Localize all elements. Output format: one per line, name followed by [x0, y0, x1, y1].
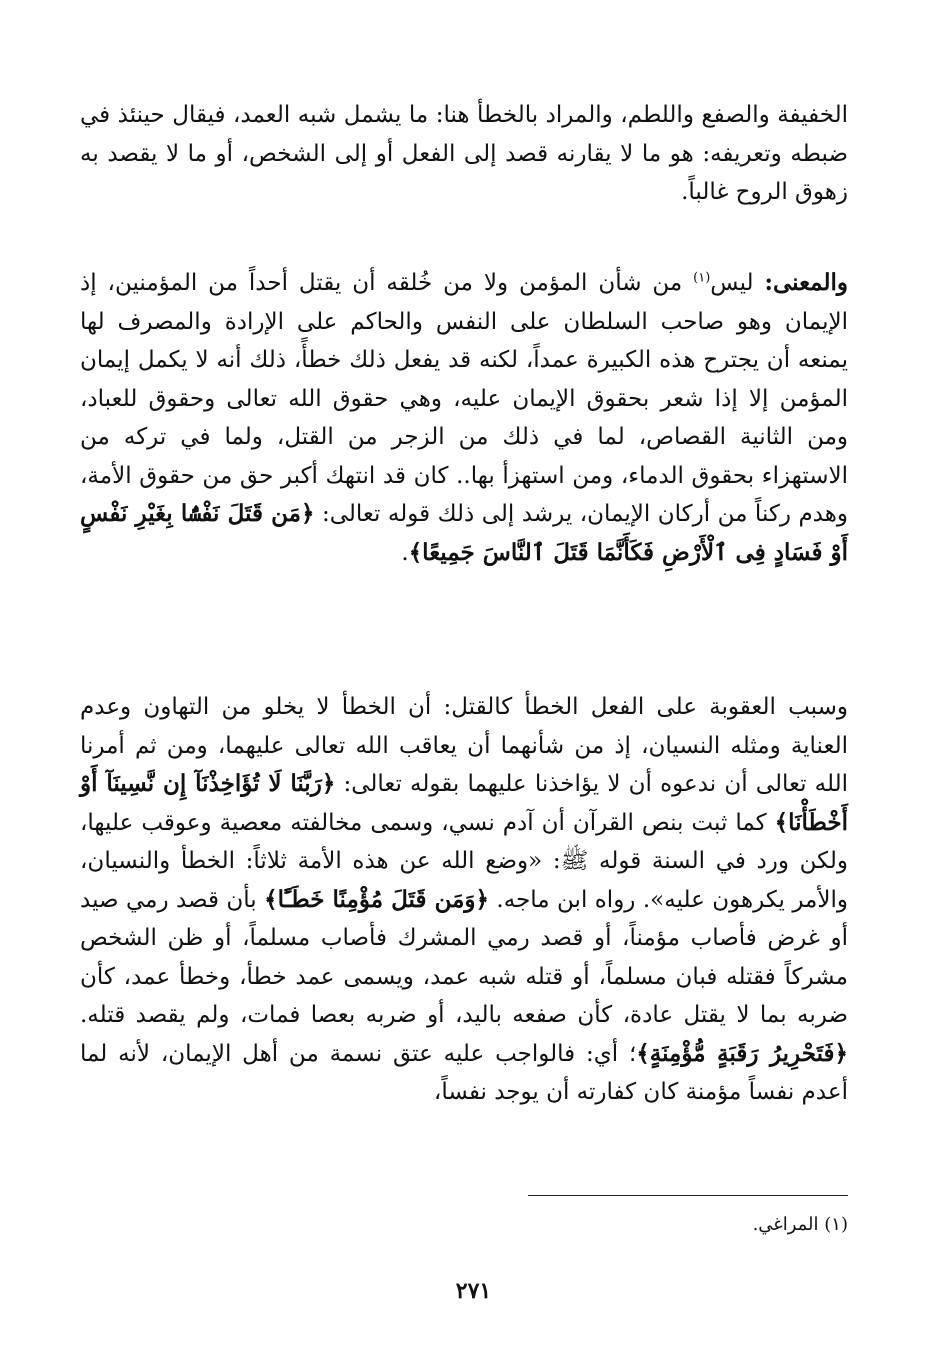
paragraph-lead-label: والمعنى:	[764, 269, 848, 296]
quran-quote: ﴿مَن قَتَلَ نَفْسًۢا بِغَيْرِ نَفْسٍ أَوْ فَسَادٍ فِى ٱلْأَرْضِ فَكَأَنَّمَا قَتَلَ ٱلنَّاسَ جَمِيعًا﴾	[80, 500, 848, 566]
paragraph-text: .	[401, 539, 409, 566]
quran-quote: ﴿وَمَن قَتَلَ مُؤْمِنًا خَطَـًٔا﴾	[264, 885, 490, 913]
paragraph-continuation: الخفيفة والصفع واللطم، والمراد بالخطأ هنا: ما يشمل شبه العمد، فيقال حينئذ في ضبطه وتعريفه: هو ما لا يقارنه قصد إلى الفعل أو إلى الشخص، أو ما لا يقصد به زهوق الروح غالباً.	[80, 102, 848, 205]
paragraph-meaning	[80, 264, 848, 572]
paragraph-text: كما ثبت بنص القرآن أن آدم نسي، وسمى مخالفته معصية وعوقب عليها، ولكن ورد في السنة قوله ﷺ: «وضع الله عن هذه الأمة ثلاثاً: الخطأ والنسيان، والأمر يكرهون عليه». رواه ابن ماجه.	[80, 809, 848, 913]
footnote-divider	[528, 1195, 848, 1196]
paragraph-text: ليس	[710, 270, 765, 296]
quran-quote: ﴿فَتَحْرِيرُ رَقَبَةٍ مُّؤْمِنَةٍ﴾	[636, 1039, 848, 1067]
footnote	[80, 1212, 848, 1238]
paragraph-text: بأن قصد رمي صيد أو غرض فأصاب مؤمناً، أو قصد رمي المشرك فأصاب مسلماً، أو ظن الشخص مشركاً فقتله فبان مسلماً، أو قتله شبه عمد، ويسمى عمد خطأ، وخطأ عمد، كأن ضربه بما لا يقتل عادة، كأن صفعه باليد، أو ضربه بعصا فمات، ولم يقصد قتله.	[80, 886, 848, 1028]
page-number: ٢٧١	[455, 1278, 492, 1304]
quran-quote: ﴿رَبَّنَا لَا تُؤَاخِذْنَآ إِن نَّسِينَآ أَوْ أَخْطَأْنَا﴾	[80, 770, 848, 836]
paragraph-text: وسبب العقوبة على الفعل الخطأ كالقتل: أن الخطأ لا يخلو من التهاون وعدم العناية ومثله النسيان، إذ من شأنهما أن يعاقب الله تعالى عليهما، ومن ثم أمرنا الله تعالى أن ندعوه أن لا يؤاخذنا عليهما بقوله تعالى:	[80, 694, 848, 797]
footnote-text: المراغي.	[752, 1214, 825, 1235]
footnote-marker: (١)	[824, 1214, 848, 1235]
paragraph-text: من شأن المؤمن ولا من خُلقه أن يقتل أحداً من المؤمنين، إذ الإيمان وهو صاحب السلطان على النفس والحاكم على الإرادة والمصرف لها يمنعه أن يجترح هذه الكبيرة عمداً، لكنه قد يفعل ذلك خطأً، ذلك أنه لا يكمل إيمان المؤمن إلا إذا شعر بحقوق الإيمان عليه، وهي حقوق الله تعالى وحقوق للعباد، ومن الثانية القصاص، لما في ذلك من الزجر من القتل، ولما في تركه من الاستهزاء بحقوق الدماء، ومن استهزأ بها.. كان قد انتهك أكبر حق من حقوق الأمة، وهدم ركناً من أركان الإيمان، يرشد إلى ذلك قوله تعالى:	[80, 270, 848, 527]
paragraph-text: ؛ أي: فالواجب عليه عتق نسمة من أهل الإيمان، لأنه لما أعدم نفساً مؤمنة كان كفارته أن يوجد نفساً،	[80, 1040, 848, 1105]
paragraph-reason	[80, 688, 848, 1112]
footnote-reference: (١)	[693, 270, 711, 286]
